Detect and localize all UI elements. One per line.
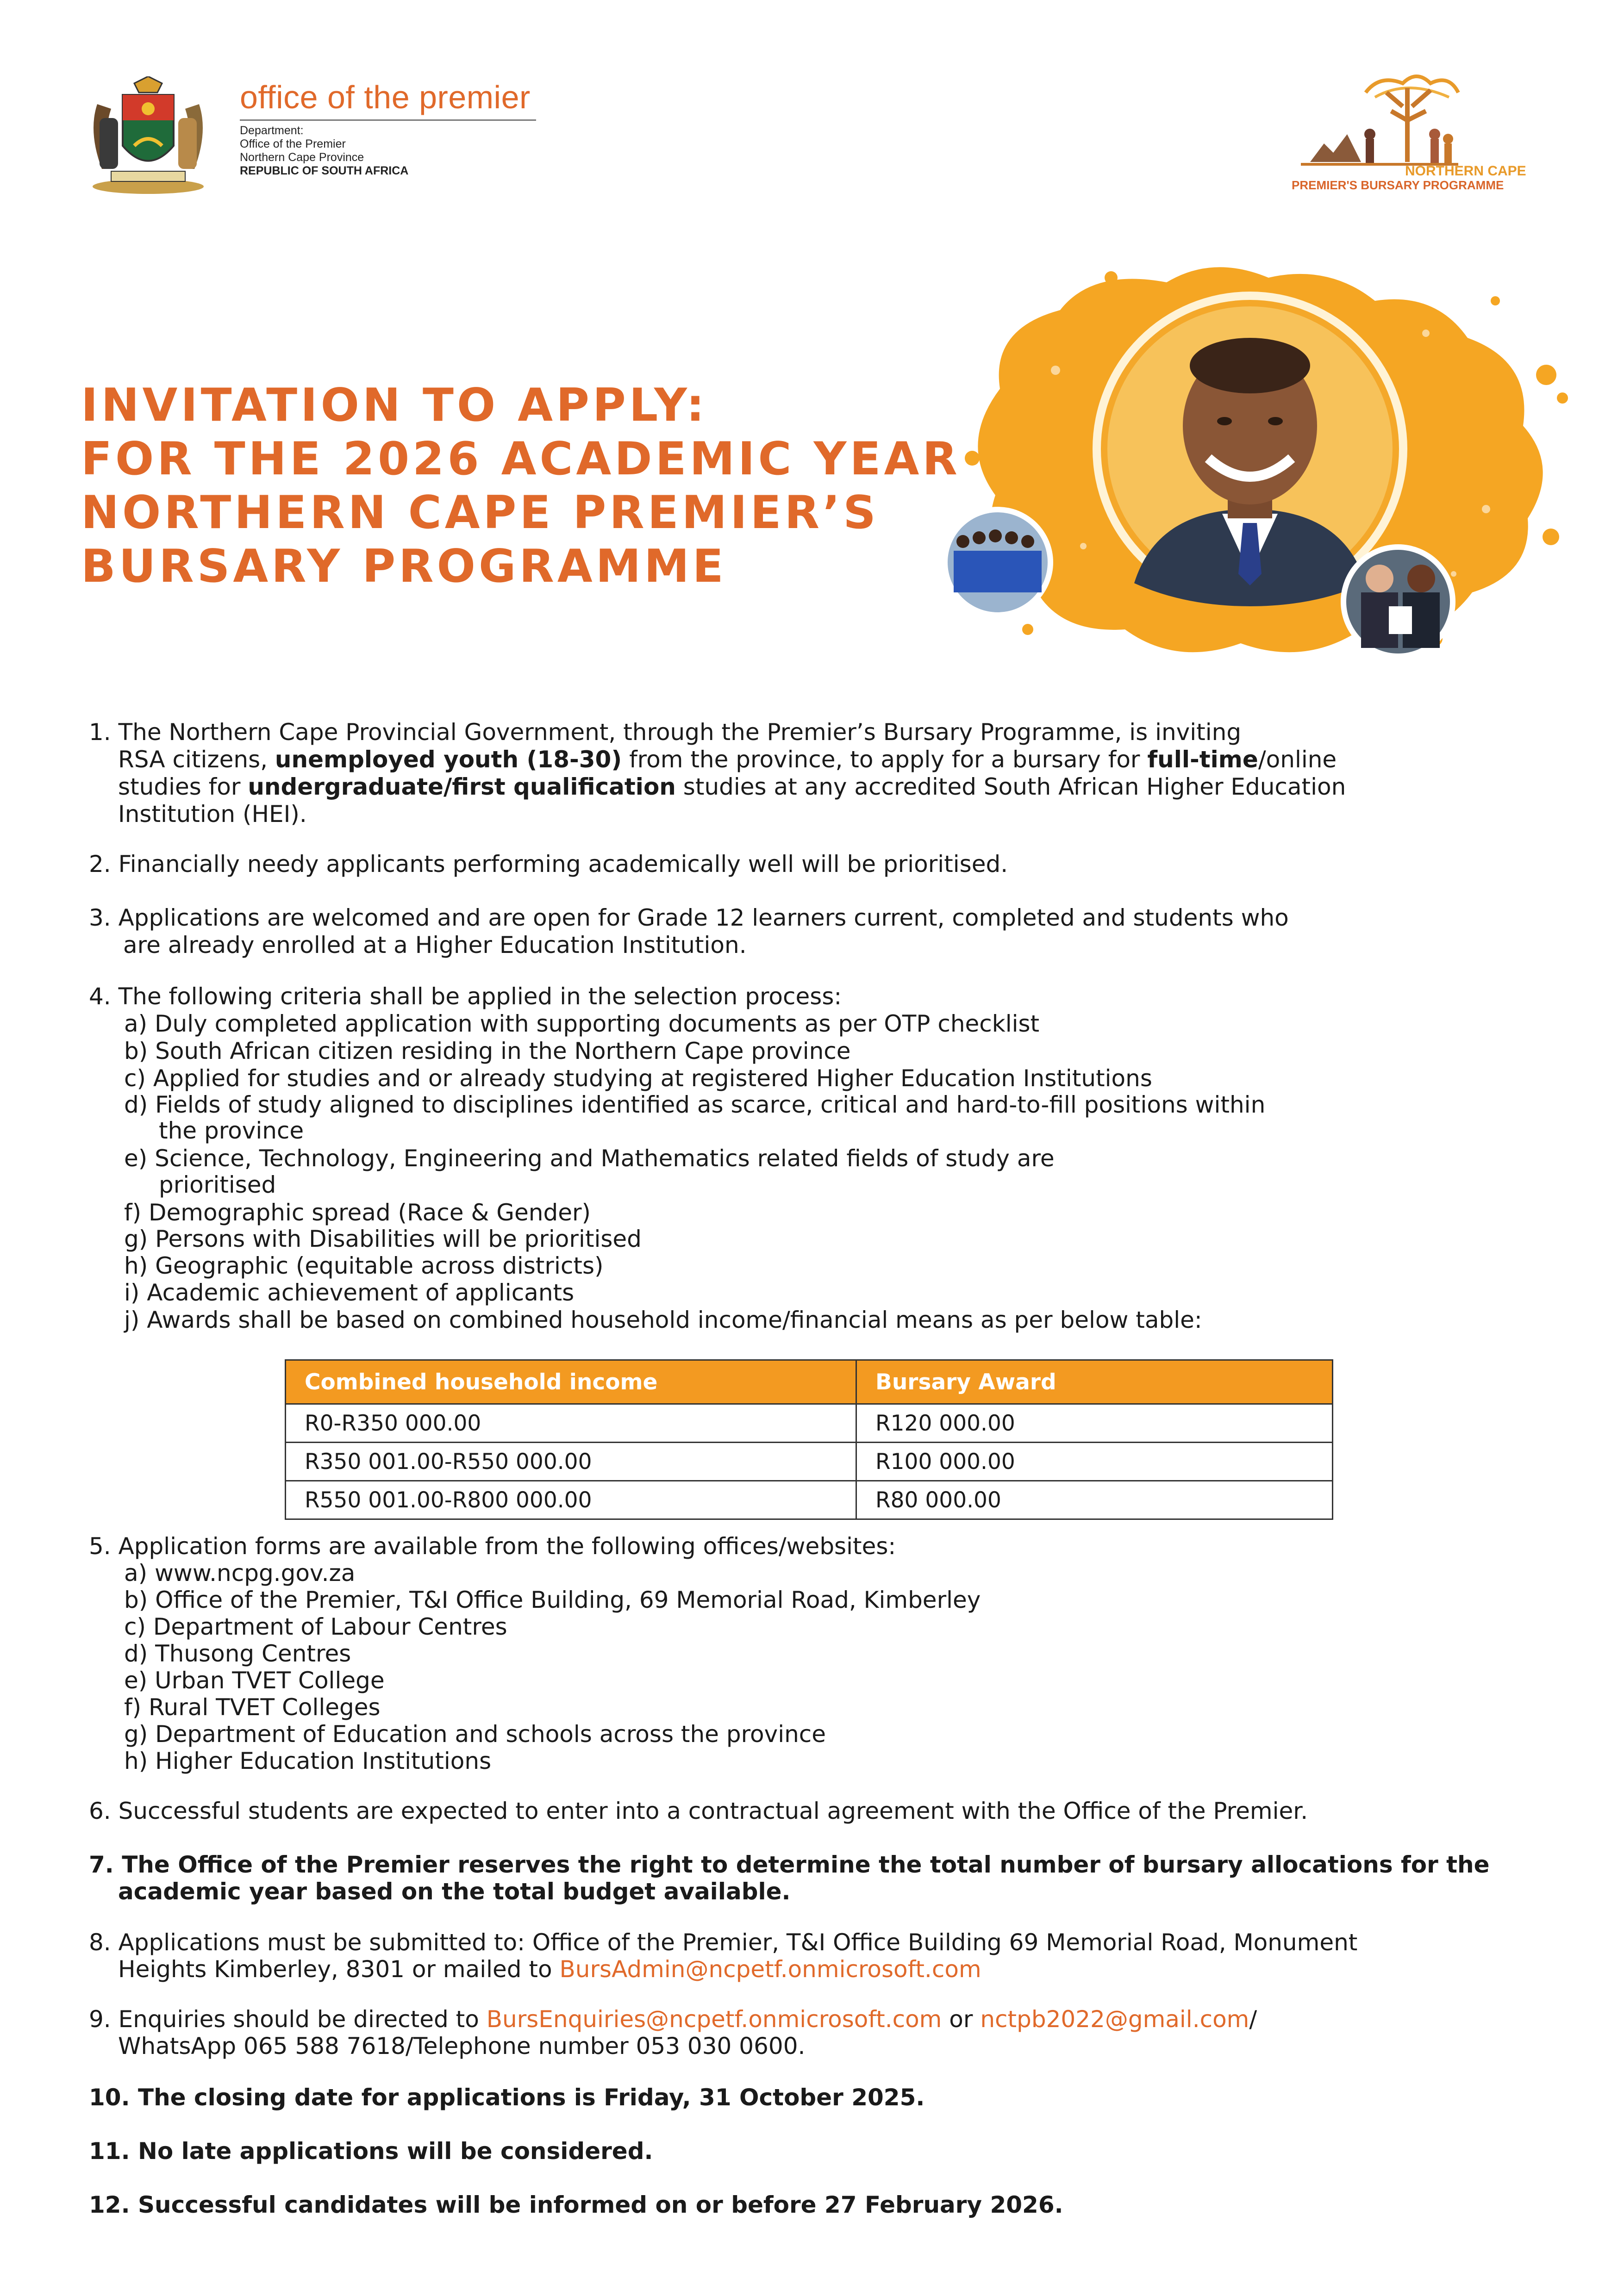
income-award-table [285,1359,1333,1520]
criteria-item: a) Duly completed application with supporting documents as per OTP checklist [124,1010,1040,1037]
gmail-email-link[interactable]: nctpb2022@gmail.com [980,2006,1249,2033]
table-cell: R120 000.00 [856,1404,1333,1443]
table-cell: R100 000.00 [856,1443,1333,1481]
handover-photo [1341,544,1455,659]
item-11: 11. No late applications will be considered. [89,2138,653,2165]
item-7-line: 7. The Office of the Premier reserves the right to determine the total number of bursary allocations for the [89,1851,1490,1878]
item-10: 10. The closing date for applications is Friday, 31 October 2025. [89,2084,925,2111]
item-6: 6. Successful students are expected to enter into a contractual agreement with the Office of the Premier. [89,1798,1308,1824]
criteria-item: j) Awards shall be based on combined household income/financial means as per below table: [124,1307,1202,1333]
table-header-cell: Bursary Award [856,1360,1333,1404]
office-item: h) Higher Education Institutions [124,1748,492,1774]
page-title: FOR THE 2026 ACADEMIC YEAR [81,433,961,485]
item-9-line: WhatsApp 065 588 7618/Telephone number 053 030 0600. [118,2033,806,2060]
table-cell: R0-R350 000.00 [286,1404,856,1443]
table-header-cell: Combined household income [286,1360,856,1404]
org-line: REPUBLIC OF SOUTH AFRICA [240,164,409,177]
org-line: Department: [240,124,304,137]
item-1-line: Institution (HEI). [118,801,307,828]
office-item: a) www.ncpg.gov.za [124,1560,356,1587]
criteria-item: b) South African citizen residing in the Northern Cape province [124,1038,851,1064]
office-item: f) Rural TVET Colleges [124,1694,381,1721]
org-line: Northern Cape Province [240,151,364,164]
criteria-item: the province [159,1117,304,1144]
item-8-line: 8. Applications must be submitted to: Office of the Premier, T&I Office Building 69 Memorial Road, Monument [89,1929,1358,1956]
item-2: 2. Financially needy applicants performing academically well will be prioritised. [89,851,1008,877]
item-5-intro: 5. Application forms are available from the following offices/websites: [89,1533,896,1560]
item-1-line: RSA citizens, unemployed youth (18-30) from the province, to apply for a bursary for full-time/online [118,746,1337,773]
page-title: INVITATION TO APPLY: [81,379,708,432]
criteria-item: d) Fields of study aligned to disciplines identified as scarce, critical and hard-to-fill positions within [124,1091,1266,1118]
item-1-line: 1. The Northern Cape Provincial Government, through the Premier’s Bursary Programme, is inviting [89,719,1242,746]
table-row [286,1443,1333,1481]
criteria-item: c) Applied for studies and or already studying at registered Higher Education Institutions [124,1065,1152,1092]
students-photo [942,507,1053,618]
table-row [286,1481,1333,1519]
page-title: BURSARY PROGRAMME [81,540,727,593]
enquiries-email-link[interactable]: BursEnquiries@ncpetf.onmicrosoft.com [486,2006,942,2033]
criteria-item: e) Science, Technology, Engineering and Mathematics related fields of study are [124,1145,1055,1172]
item-8-line: Heights Kimberley, 8301 or mailed to BursAdmin@ncpetf.onmicrosoft.com [118,1956,981,1983]
org-line: Office of the Premier [240,137,346,150]
hero-photo-collage [917,250,1574,676]
logo-name-bottom: PREMIER'S BURSARY PROGRAMME [1292,178,1504,192]
table-cell: R350 001.00-R550 000.00 [286,1443,856,1481]
office-item: c) Department of Labour Centres [124,1613,507,1640]
org-title: office of the premier [240,79,531,115]
item-1-line: studies for undergraduate/first qualification studies at any accredited South African Higher Education [118,773,1346,800]
submission-email-link[interactable]: BursAdmin@ncpetf.onmicrosoft.com [559,1956,981,1983]
criteria-item: prioritised [159,1171,276,1198]
page-title: NORTHERN CAPE PREMIER’S [81,486,879,539]
item-9-line: 9. Enquiries should be directed to BursEnquiries@ncpetf.onmicrosoft.com or nctpb2022@gmail.com/ [89,2006,1257,2033]
criteria-item: i) Academic achievement of applicants [124,1279,575,1306]
table-cell: R550 001.00-R800 000.00 [286,1481,856,1519]
table-cell: R80 000.00 [856,1481,1333,1519]
criteria-item: h) Geographic (equitable across districts) [124,1252,604,1279]
office-item: b) Office of the Premier, T&I Office Building, 69 Memorial Road, Kimberley [124,1587,981,1613]
divider [240,119,536,121]
coat-of-arms-logo [79,76,218,197]
item-3-line: are already enrolled at a Higher Education Institution. [123,932,747,958]
table-header-row [286,1360,1333,1404]
item-4-intro: 4. The following criteria shall be applied in the selection process: [89,983,842,1010]
office-item: g) Department of Education and schools across the province [124,1721,826,1748]
criteria-item: f) Demographic spread (Race & Gender) [124,1199,591,1226]
item-3-line: 3. Applications are welcomed and are open for Grade 12 learners current, completed and students who [89,904,1289,931]
item-7-line: academic year based on the total budget available. [118,1878,791,1905]
table-row [286,1404,1333,1443]
logo-name-top: NORTHERN CAPE [1405,163,1526,179]
office-item: e) Urban TVET College [124,1667,385,1694]
item-12: 12. Successful candidates will be informed on or before 27 February 2026. [89,2191,1063,2218]
office-item: d) Thusong Centres [124,1640,351,1667]
criteria-item: g) Persons with Disabilities will be prioritised [124,1226,642,1252]
